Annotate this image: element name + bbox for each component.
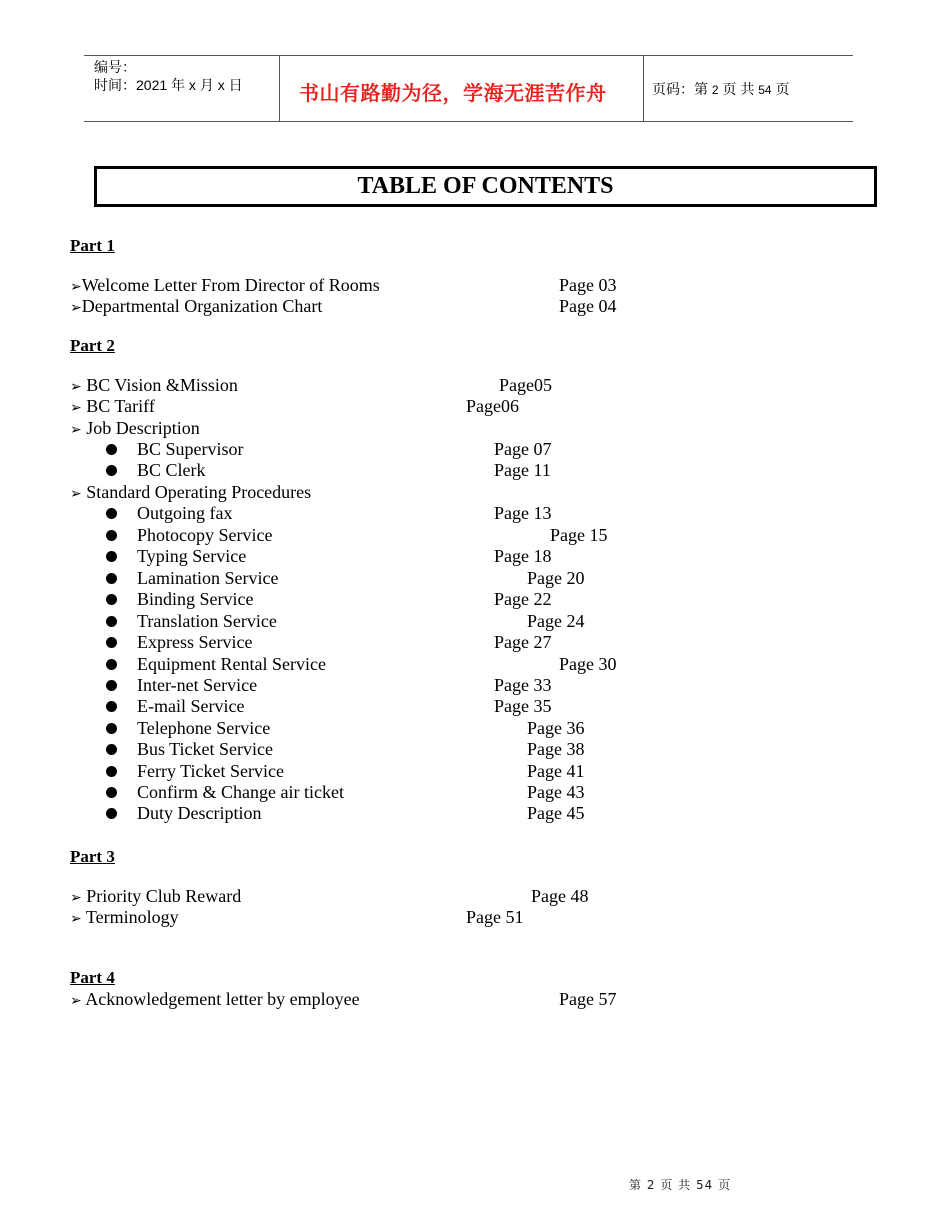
dot-bullet-icon [106,787,117,798]
toc-entry-label: BC Vision &Mission [86,375,238,395]
arrow-bullet-icon: ➢ [70,379,82,395]
toc-subentry-page: Page 30 [559,654,617,674]
toc-subentry-page: Page 41 [527,761,585,781]
dot-bullet-icon [106,808,117,819]
arrow-bullet-icon: ➢ [70,422,82,438]
footer-left: 第 [629,1178,643,1192]
toc-subentry-label: Ferry Ticket Service [137,761,284,781]
dot-bullet-icon [106,744,117,755]
toc-entry-label: Acknowledgement letter by employee [85,989,360,1009]
toc-subentry-page: Page 20 [527,568,585,588]
toc-entry [70,396,155,419]
toc-subentry-page: Page 22 [494,589,552,609]
toc-subentry-page: Page 45 [527,803,585,823]
toc-subentry-page: Page 07 [494,439,552,459]
toc-subentry-page: Page 38 [527,739,585,759]
header-bottom-rule [84,121,853,122]
toc-entry [70,418,200,441]
header-page-total: 54 [758,83,772,97]
footer-current-page: 2 [646,1178,656,1192]
toc-entry-label: Job Description [86,418,200,438]
dot-bullet-icon [106,551,117,562]
toc-subentry-page: Page 15 [550,525,608,545]
toc-subentry-label: Lamination Service [137,568,279,588]
toc-title: TABLE OF CONTENTS [357,173,614,199]
toc-subentry-label: Outgoing fax [137,503,233,523]
toc-subentry-page: Page 13 [494,503,552,523]
arrow-bullet-icon: ➢ [70,300,82,316]
part-heading: Part 2 [70,336,115,355]
toc-entry [70,296,322,319]
part-heading: Part 1 [70,236,115,255]
toc-entry-label: Terminology [85,907,179,927]
toc-subentry-label: Translation Service [137,611,277,631]
toc-entry [70,482,311,505]
toc-subentry-label: Equipment Rental Service [137,654,326,674]
header-date-label: 时间：2021 年 x 月 x 日 [94,77,243,93]
toc-subentry-label: Inter-net Service [137,675,258,695]
header-page-indicator [652,80,790,99]
toc-subentry-label: Express Service [137,632,253,652]
toc-subentry-page: Page 36 [527,718,585,738]
toc-subentry-label: Confirm & Change air ticket [137,782,344,802]
header-code-label: 编号： [94,59,136,75]
arrow-bullet-icon: ➢ [70,400,82,416]
toc-entry-label: Priority Club Reward [86,886,242,906]
arrow-bullet-icon: ➢ [70,279,82,295]
toc-subentry-page: Page 24 [527,611,585,631]
toc-subentry-label: Typing Service [137,546,247,566]
toc-subentry-page: Page 18 [494,546,552,566]
toc-entry-page: Page 48 [531,886,589,906]
part-heading: Part 3 [70,847,115,866]
toc-entry-label: Welcome Letter From Director of Rooms [81,275,380,295]
header-page-suffix: 页 [775,81,790,97]
toc-subentry-page: Page 27 [494,632,552,652]
dot-bullet-icon [106,637,117,648]
toc-subentry-label: BC Supervisor [137,439,244,459]
dot-bullet-icon [106,508,117,519]
dot-bullet-icon [106,723,117,734]
toc-entry [70,907,179,930]
toc-subentry-page: Page 43 [527,782,585,802]
toc-entry-page: Page05 [499,375,552,395]
header-page-mid: 页 共 [722,81,755,97]
dot-bullet-icon [106,680,117,691]
part-heading: Part 4 [70,968,115,987]
toc-subentry-page: Page 33 [494,675,552,695]
toc-entry [70,375,238,398]
toc-entry [70,275,380,298]
arrow-bullet-icon: ➢ [70,993,82,1009]
toc-subentry-page: Page 35 [494,696,552,716]
header-page-current: 2 [711,83,719,97]
footer-total-pages: 54 [695,1178,714,1192]
toc-entry-page: Page 57 [559,989,617,1009]
toc-subentry-page: Page 11 [494,460,551,480]
header-divider [643,55,644,121]
dot-bullet-icon [106,444,117,455]
toc-subentry-label: Bus Ticket Service [137,739,274,759]
dot-bullet-icon [106,594,117,605]
header-page-prefix: 页码：第 [652,81,708,97]
toc-entry [70,989,360,1012]
footer-right: 页 [718,1178,732,1192]
dot-bullet-icon [106,659,117,670]
toc-title-box [94,166,877,207]
header-divider [279,55,280,121]
toc-entry [70,886,241,909]
dot-bullet-icon [106,616,117,627]
toc-entry-page: Page 04 [559,296,617,316]
toc-entry-label: Standard Operating Procedures [86,482,312,502]
toc-entry-label: Departmental Organization Chart [81,296,323,316]
toc-entry-page: Page 03 [559,275,617,295]
toc-subentry-label: E-mail Service [137,696,245,716]
dot-bullet-icon [106,701,117,712]
toc-entry-label: BC Tariff [86,396,155,416]
dot-bullet-icon [106,573,117,584]
toc-entry-page: Page06 [466,396,519,416]
toc-subentry-label: Duty Description [137,803,262,823]
footer-mid: 页 共 [660,1178,692,1192]
header-motto: 书山有路勤为径，学海无涯苦作舟 [299,81,607,105]
toc-subentry-label: BC Clerk [137,460,206,480]
toc-subentry-label: Binding Service [137,589,254,609]
arrow-bullet-icon: ➢ [70,911,82,927]
dot-bullet-icon [106,766,117,777]
arrow-bullet-icon: ➢ [70,890,82,906]
dot-bullet-icon [106,465,117,476]
page-footer [629,1176,731,1193]
toc-subentry-label: Photocopy Service [137,525,273,545]
toc-subentry-label: Telephone Service [137,718,271,738]
toc-entry-page: Page 51 [466,907,524,927]
header-top-rule [84,55,853,56]
dot-bullet-icon [106,530,117,541]
arrow-bullet-icon: ➢ [70,486,82,502]
